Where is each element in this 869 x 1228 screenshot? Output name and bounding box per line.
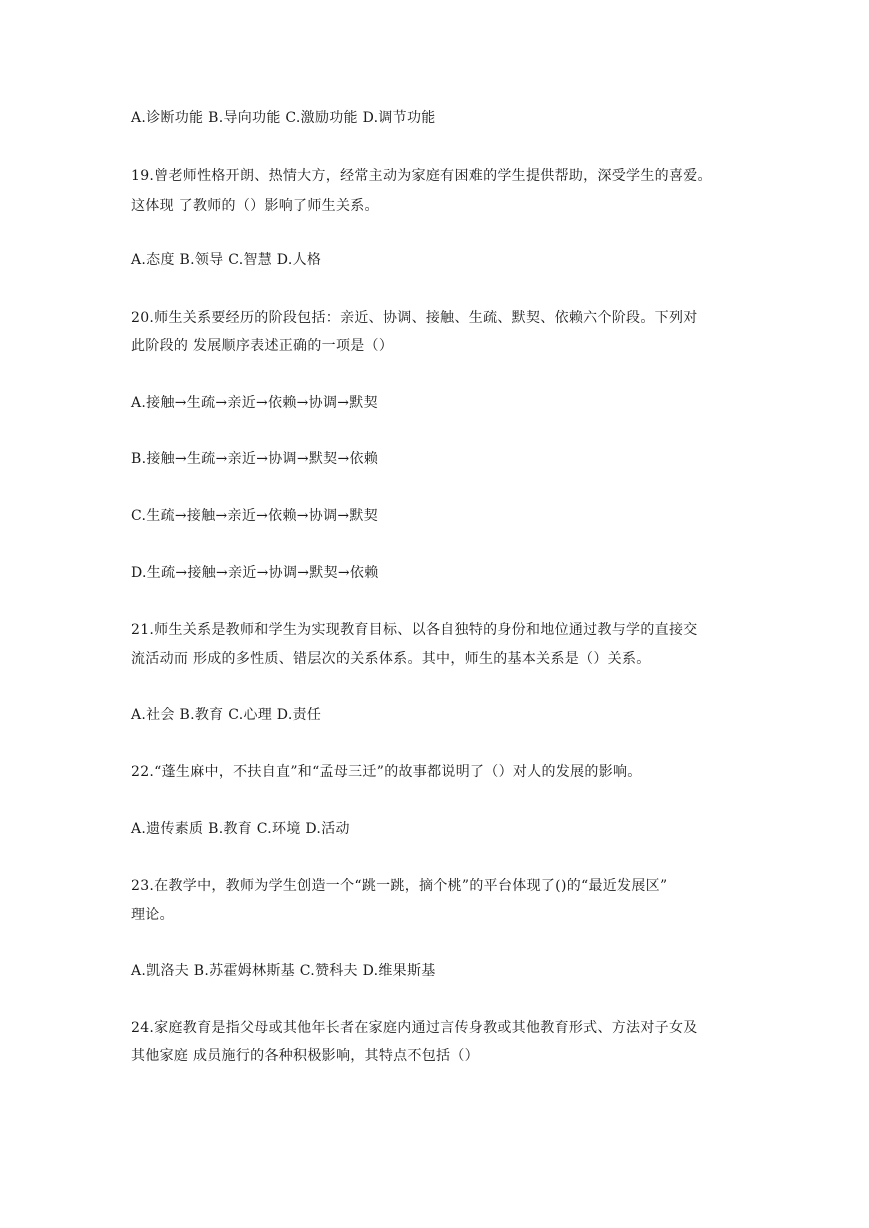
q23-options: A.凯洛夫 B.苏霍姆林斯基 C.赞科夫 D.维果斯基 xyxy=(131,963,436,979)
q23-stem-line2: 理论。 xyxy=(131,907,174,923)
q23-stem-line1: 23.在教学中，教师为学生创造一个“跳一跳，摘个桃”的平台体现了()的“最近发展区” xyxy=(131,878,668,894)
q20-option-b: B.接触→生疏→亲近→协调→默契→依赖 xyxy=(131,451,379,467)
q20-option-d: D.生疏→接触→亲近→协调→默契→依赖 xyxy=(131,565,379,581)
q18-options: A.诊断功能 B.导向功能 C.激励功能 D.调节功能 xyxy=(131,110,436,126)
q21-options: A.社会 B.教育 C.心理 D.责任 xyxy=(131,707,322,723)
q20-option-c: C.生疏→接触→亲近→依赖→协调→默契 xyxy=(131,508,379,524)
q24-stem-line2: 其他家庭 成员施行的各种积极影响，其特点不包括（） xyxy=(131,1048,479,1064)
q22-options: A.遗传素质 B.教育 C.环境 D.活动 xyxy=(131,821,350,837)
q19-stem-line1: 19.曾老师性格开朗、热情大方，经常主动为家庭有困难的学生提供帮助，深受学生的喜爱。 xyxy=(131,168,712,184)
q20-stem-line2: 此阶段的 发展顺序表述正确的一项是（） xyxy=(131,338,394,354)
q21-stem-line1: 21.师生关系是教师和学生为实现教育目标、以各自独特的身份和地位通过教与学的直接交 xyxy=(131,622,698,638)
q24-stem-line1: 24.家庭教育是指父母或其他年长者在家庭内通过言传身教或其他教育形式、方法对子女及 xyxy=(131,1020,698,1036)
q20-stem-line1: 20.师生关系要经历的阶段包括：亲近、协调、接触、生疏、默契、依赖六个阶段。下列对 xyxy=(131,310,698,326)
q19-options: A.态度 B.领导 C.智慧 D.人格 xyxy=(131,252,322,268)
q19-stem-line2: 这体现 了教师的（）影响了师生关系。 xyxy=(131,198,379,214)
q20-option-a: A.接触→生疏→亲近→依赖→协调→默契 xyxy=(131,395,378,411)
q22-stem: 22.“蓬生麻中，不扶自直”和“孟母三迁”的故事都说明了（）对人的发展的影响。 xyxy=(131,764,642,780)
q21-stem-line2: 流活动而 形成的多性质、错层次的关系体系。其中，师生的基本关系是（）关系。 xyxy=(131,651,651,667)
